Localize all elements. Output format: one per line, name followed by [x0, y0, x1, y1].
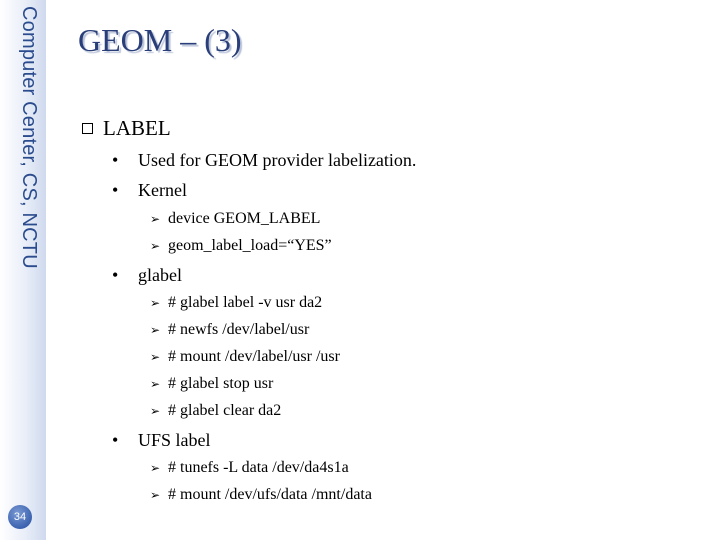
arrow-bullet-icon: ➢ — [150, 296, 161, 310]
sub-bullet-item — [150, 459, 349, 477]
bullet-text: UFS label — [138, 430, 211, 450]
sub-bullet-text: # mount /dev/ufs/data /mnt/data — [168, 486, 372, 503]
sub-bullet-text: # mount /dev/label/usr /usr — [168, 348, 340, 365]
sub-bullet-item — [150, 348, 340, 366]
sub-bullet-text: # tunefs -L data /dev/da4s1a — [168, 459, 349, 476]
arrow-bullet-icon: ➢ — [150, 212, 161, 226]
sub-bullet-item — [150, 321, 309, 339]
slide-title: GEOM – (3) — [78, 22, 242, 58]
sub-bullet-text: # glabel stop usr — [168, 375, 274, 392]
sidebar-label: Computer Center, CS, NCTU — [18, 6, 40, 269]
checkbox-bullet-icon — [82, 123, 93, 134]
arrow-bullet-icon: ➢ — [150, 461, 161, 475]
bullet-item — [112, 180, 187, 201]
bullet-text: glabel — [138, 265, 182, 285]
arrow-bullet-icon: ➢ — [150, 377, 161, 391]
bullet-dot-icon: • — [112, 265, 119, 285]
sub-bullet-text: device GEOM_LABEL — [168, 210, 321, 227]
arrow-bullet-icon: ➢ — [150, 404, 161, 418]
bullet-text: Kernel — [138, 180, 187, 200]
bullet-dot-icon: • — [112, 150, 119, 170]
bullet-item — [112, 150, 416, 171]
sub-bullet-item — [150, 375, 273, 393]
bullet-item — [112, 430, 211, 451]
arrow-bullet-icon: ➢ — [150, 323, 161, 337]
sub-bullet-item — [150, 237, 332, 255]
arrow-bullet-icon: ➢ — [150, 239, 161, 253]
sub-bullet-text: # glabel label -v usr da2 — [168, 294, 323, 311]
sub-bullet-item — [150, 294, 322, 312]
sub-bullet-item — [150, 402, 281, 420]
bullet-dot-icon: • — [112, 180, 119, 200]
sub-bullet-text: # newfs /dev/label/usr — [168, 321, 310, 338]
page-number: 34 — [8, 505, 32, 529]
sub-bullet-item — [150, 210, 320, 228]
sub-bullet-text: geom_label_load=“YES” — [168, 237, 332, 254]
sub-bullet-item — [150, 486, 372, 504]
section-heading-label: LABEL — [103, 116, 171, 140]
arrow-bullet-icon: ➢ — [150, 350, 161, 364]
arrow-bullet-icon: ➢ — [150, 488, 161, 502]
bullet-dot-icon: • — [112, 430, 119, 450]
sub-bullet-text: # glabel clear da2 — [168, 402, 282, 419]
section-heading — [82, 116, 171, 141]
bullet-text: Used for GEOM provider labelization. — [138, 150, 417, 170]
bullet-item — [112, 265, 182, 286]
